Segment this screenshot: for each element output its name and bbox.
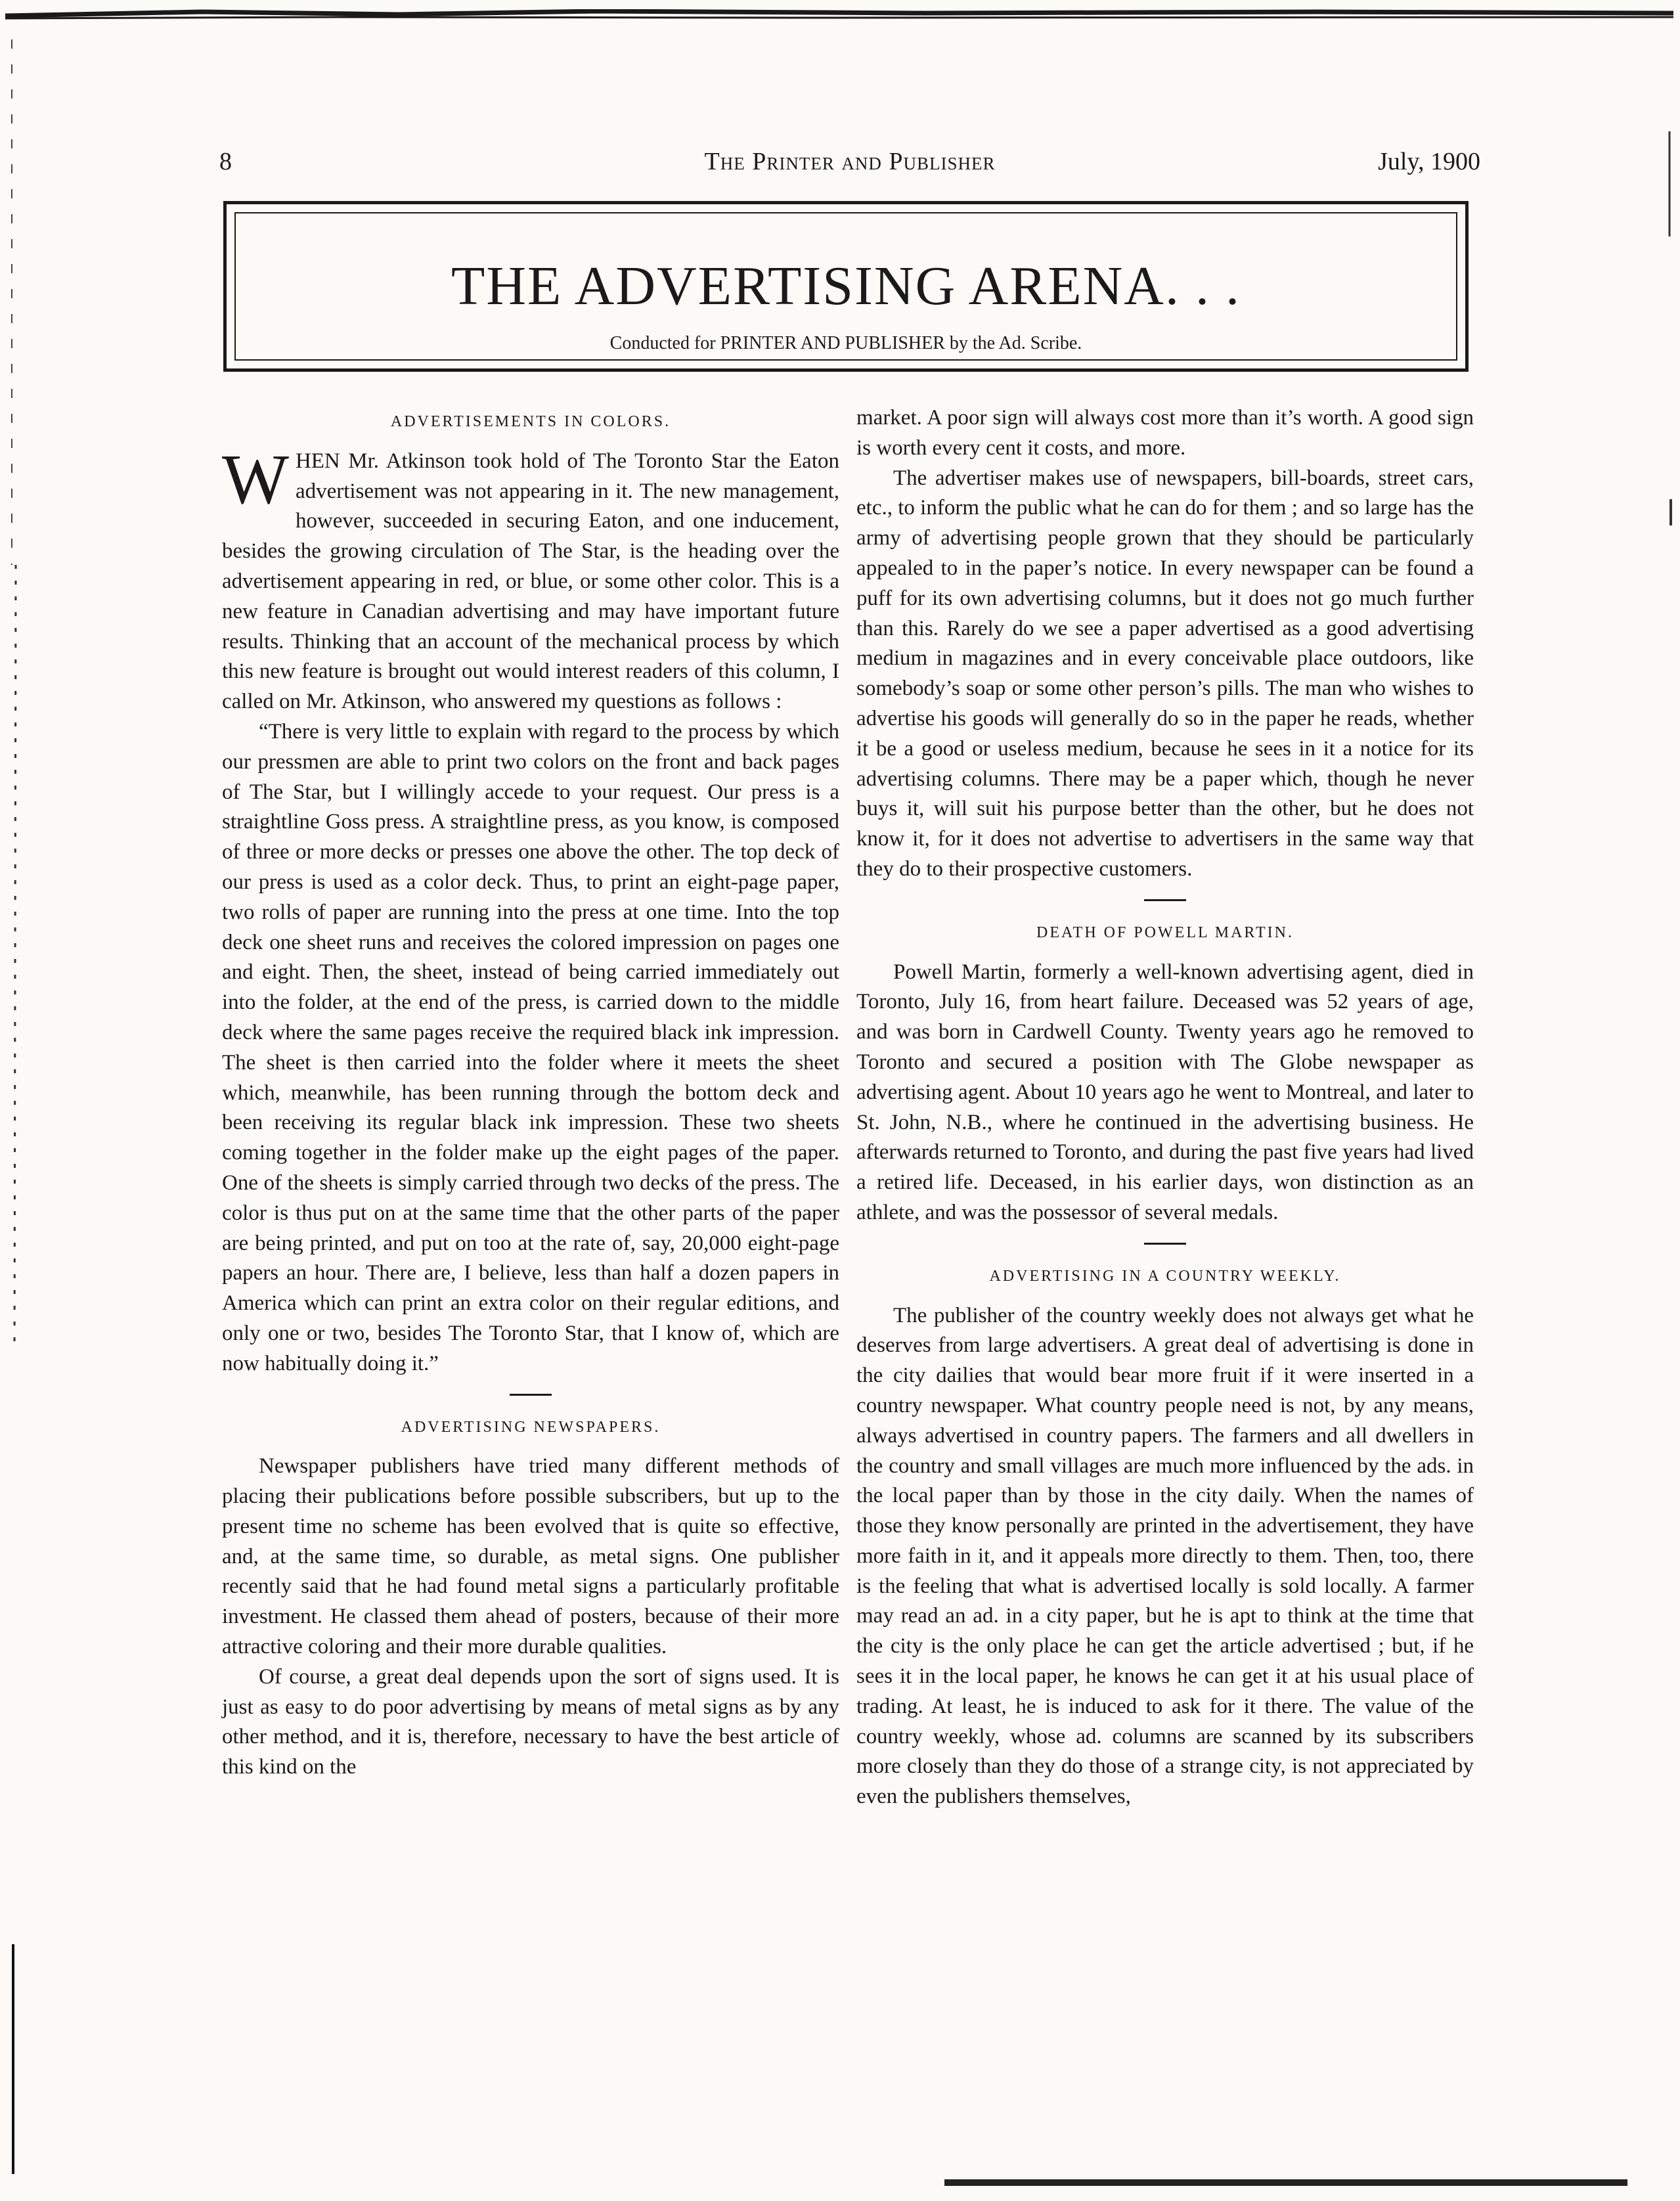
top-border-rule	[5, 9, 1673, 22]
left-margin-marks	[0, 39, 26, 2200]
article-paragraph: Newspaper publishers have tried many different methods of placing their publications before possible subscribers, but up to the present time no scheme has been evolved that is quite so effective, and, at the same time, so durable, as metal signs. One publisher recently said that he had found metal signs a particularly profitable investment. He classed them ahead of posters, because of their more attractive coloring and their more durable qualities.	[222, 1454, 839, 1659]
banner-inner-frame	[234, 212, 1457, 361]
article-paragraph: Powell Martin, formerly a well-known advertising agent, died in Toronto, July 16, from heart failure. Deceased was 52 years of age, and was born in Cardwell County. Twenty years ago he removed to Toronto and secured a position with The Globe newspaper as advertising agent. About 10 years ago he went to Montreal, and later to St. John, N.B., where he continued in the advertising business. He afterwards returned to Toronto, and during the past five years had lived a retired life. Deceased, in his earlier days, won distinction as an athlete, and was the possessor of several medals.	[856, 960, 1474, 1224]
bottom-border-rule	[944, 2179, 1627, 2186]
section-separator	[1144, 1243, 1186, 1245]
section-heading-newspapers: ADVERTISING NEWSPAPERS.	[401, 1418, 661, 1436]
article-paragraph: The publisher of the country weekly does not always get what he deserves from large advertisers. A great deal of advertising is done in the city dailies that would bear more fruit if it were inserted in a country newspaper. What country people need is not, by any means, always advertised in country papers. The farmers and all dwellers in the country and small villages are much more influenced by the ads. in the local paper than by those in the city daily. When the names of those they know personally are printed in the advertisement, they have more faith in it, and it appeals more directly to them. Then, too, there is the feeling that what is advertised locally is sold locally. A farmer may read an ad. in a city paper, but he is apt to think at the time that the city is the only place he can get the article advertised ; but, if he sees it in the local paper, he knows he can get it at his usual place of trading. At least, he is induced to ask for it there. The value of the country weekly, whose ad. columns are scanned by its subscribers more closely than they do those of a strange city, is not appreciated by even the publishers themselves,	[856, 1303, 1474, 1809]
page-number: 8	[219, 148, 232, 175]
banner-subtitle: Conducted for PRINTER AND PUBLISHER by the Ad. Scribe.	[609, 333, 1082, 353]
section-separator	[1144, 899, 1186, 901]
journal-title: The Printer and Publisher	[704, 148, 996, 175]
article-paragraph: The advertiser makes use of newspapers, bill-boards, street cars, etc., to inform the public what he can do for them ; and so large has the army of advertising people grown that they should be particularly appealed to in the paper’s notice. In every newspaper can be found a puff for its own advertising columns, but it does not go much further than this. Rarely do we see a paper advertised as a good advertising medium in magazines and in every conceivable place outdoors, like somebody’s soap or some other person’s pills. The man who wishes to advertise his goods will generally do so in the paper he reads, whether it be a good or useless medium, because he sees in it a notice for its advertising columns. There may be a paper which, though he never buys it, will suit his purpose better than the other, but he does not know it, for it does not advertise to advertisers in the same way that they do to their prospective customers.	[856, 466, 1474, 881]
section-heading-weekly: ADVERTISING IN A COUNTRY WEEKLY.	[989, 1267, 1341, 1285]
right-column	[856, 403, 1474, 1812]
article-paragraph: market. A poor sign will always cost more than it’s worth. A good sign is worth every cent it costs, and more.	[856, 406, 1474, 460]
article-paragraph	[222, 440, 839, 717]
left-column	[222, 403, 839, 1783]
section-separator	[510, 1394, 552, 1396]
department-banner	[223, 201, 1469, 372]
paragraph-text: HEN Mr. Atkinson took hold of The Toronto Star the Eaton advertisement was not appearing in it. The new management, however, succeeded in securing Eaton, and one inducement, besides the growing circulation of The Star, is the heading over the advertisement appearing in red, or blue, or some other color. This is a new feature in Canadian advertising and may have important future results. Thinking that an account of the mechanical process by which this new feature is brought out would interest readers of this column, I called on Mr. Atkinson, who answered my questions as follows :	[222, 449, 839, 714]
right-margin-marks	[1660, 131, 1680, 1248]
banner-title: THE ADVERTISING ARENA. . .	[451, 256, 1241, 317]
article-paragraph: “There is very little to explain with regard to the process by which our pressmen are able to print two colors on the front and back pages of The Star, but I willingly accede to your request. Our press is a straightline Goss press. A straightline press, as you know, is composed of three or more decks or presses one above the other. The top deck of our press is used as a color deck. Thus, to print an eight-page paper, two rolls of paper are running into the press at one time. Into the top deck one sheet runs and receives the colored impression on pages one and eight. Then, the sheet, instead of being carried immediately out into the folder, at the end of the press, is carried down to the middle deck where the same pages receive the required black ink impression. The sheet is then carried into the folder where it meets the sheet which, meanwhile, has been running through the bottom deck and been receiving its regular black ink impression. These two sheets coming together in the folder make up the eight pages of the paper. One of the sheets is simply carried through two decks of the press. The color is thus put on at the same time that the other parts of the paper are being printed, and put on too at the rate of, say, 20,000 eight-page papers an hour. There are, I believe, less than half a dozen papers in America which can print an extra color on their regular editions, and only one or two, besides The Toronto Star, that I know of, which are now habitually doing it.”	[222, 719, 839, 1375]
article-paragraph: Of course, a great deal depends upon the sort of signs used. It is just as easy to do poor advertising by means of metal signs as by any other method, and it is, therefore, necessary to have the best article of this kind on the	[222, 1664, 839, 1779]
section-heading-colors: ADVERTISEMENTS IN COLORS.	[390, 413, 671, 430]
running-head	[219, 147, 1480, 180]
section-heading-death: DEATH OF POWELL MARTIN.	[1036, 923, 1294, 941]
issue-date: July, 1900	[1378, 148, 1480, 175]
drop-cap: W	[222, 440, 289, 519]
